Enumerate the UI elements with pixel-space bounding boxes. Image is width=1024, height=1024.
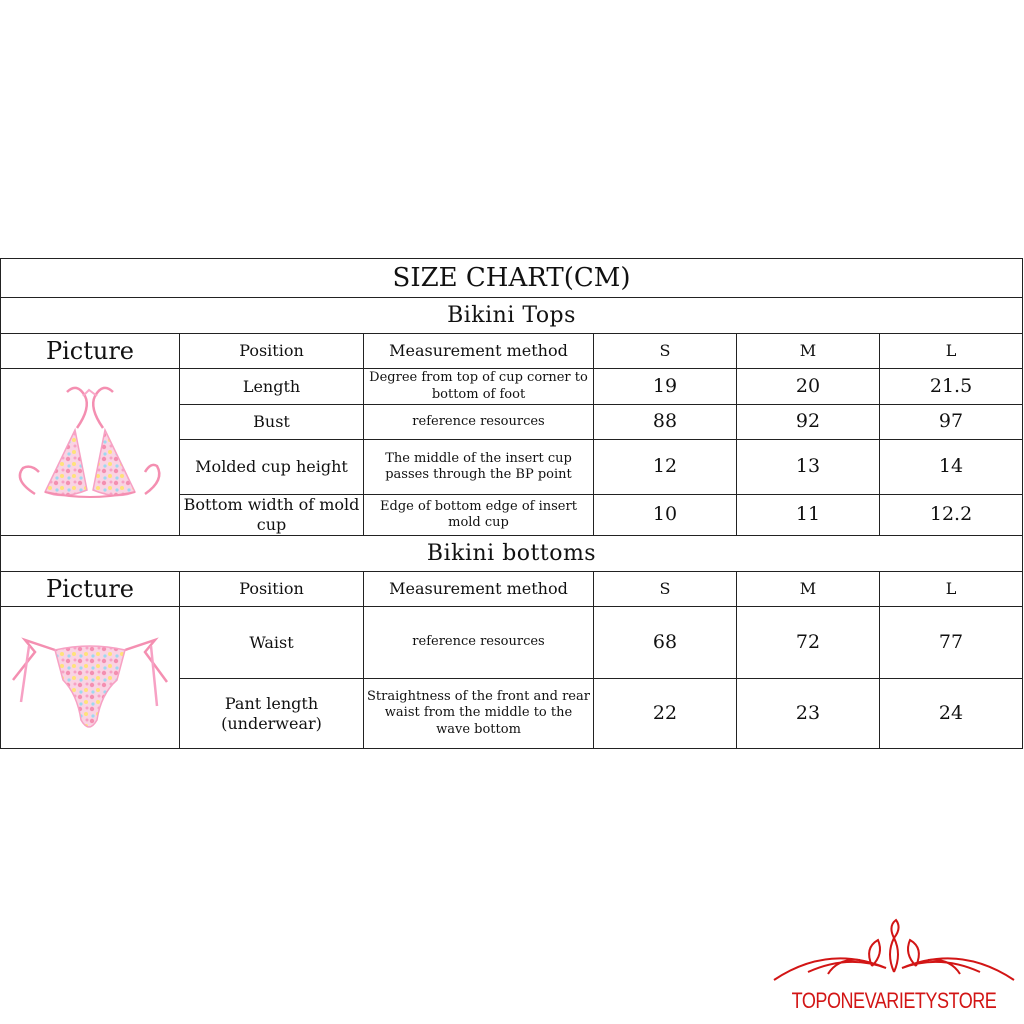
size-l-cell: 12.2	[880, 495, 1023, 536]
size-s-cell: 88	[594, 405, 737, 440]
bottoms-header-size-s: S	[594, 572, 737, 607]
bottoms-header-size-m: M	[737, 572, 880, 607]
chart-title: SIZE CHART(CM)	[1, 259, 1023, 298]
table-row	[1, 369, 1023, 405]
position-cell: Length	[180, 369, 364, 405]
position-cell: Waist	[180, 607, 364, 679]
size-m-cell: 13	[737, 440, 880, 495]
size-m-cell: 92	[737, 405, 880, 440]
position-cell: Bottom width of mold cup	[180, 495, 364, 536]
tops-header-size-s: S	[594, 334, 737, 369]
tops-header-size-m: M	[737, 334, 880, 369]
table-row	[1, 607, 1023, 679]
size-l-cell: 97	[880, 405, 1023, 440]
tops-header-picture: Picture	[1, 334, 180, 369]
size-m-cell: 23	[737, 679, 880, 749]
size-l-cell: 77	[880, 607, 1023, 679]
tops-section-title: Bikini Tops	[1, 298, 1023, 334]
method-cell: Degree from top of cup corner to bottom of foot	[364, 369, 594, 405]
size-m-cell: 20	[737, 369, 880, 405]
method-cell: reference resources	[364, 607, 594, 679]
position-cell: Bust	[180, 405, 364, 440]
bikini-top-picture	[1, 369, 180, 536]
size-l-cell: 24	[880, 679, 1023, 749]
bottoms-header-method: Measurement method	[364, 572, 594, 607]
tops-header-row	[1, 334, 1023, 369]
bottoms-header-position: Position	[180, 572, 364, 607]
size-m-cell: 72	[737, 607, 880, 679]
crown-ornament-icon	[768, 914, 1020, 986]
size-l-cell: 21.5	[880, 369, 1023, 405]
size-m-cell: 11	[737, 495, 880, 536]
method-cell: Edge of bottom edge of insert mold cup	[364, 495, 594, 536]
tops-header-size-l: L	[880, 334, 1023, 369]
size-chart-table	[0, 258, 1023, 749]
method-cell: reference resources	[364, 405, 594, 440]
bottoms-header-size-l: L	[880, 572, 1023, 607]
bottoms-header-picture: Picture	[1, 572, 180, 607]
store-watermark-logo	[768, 914, 1020, 1014]
size-s-cell: 68	[594, 607, 737, 679]
size-s-cell: 10	[594, 495, 737, 536]
tops-header-method: Measurement method	[364, 334, 594, 369]
method-cell: The middle of the insert cup passes through the BP point	[364, 440, 594, 495]
size-s-cell: 22	[594, 679, 737, 749]
size-s-cell: 12	[594, 440, 737, 495]
bottoms-section-title: Bikini bottoms	[1, 536, 1023, 572]
size-s-cell: 19	[594, 369, 737, 405]
store-watermark-text: TOPONEVARIETYSTORE	[791, 988, 997, 1013]
tops-header-position: Position	[180, 334, 364, 369]
size-l-cell: 14	[880, 440, 1023, 495]
bikini-bottom-picture	[1, 607, 180, 749]
position-cell: Pant length (underwear)	[180, 679, 364, 749]
bottoms-header-row	[1, 572, 1023, 607]
method-cell: Straightness of the front and rear waist from the middle to the wave bottom	[364, 679, 594, 749]
position-cell: Molded cup height	[180, 440, 364, 495]
